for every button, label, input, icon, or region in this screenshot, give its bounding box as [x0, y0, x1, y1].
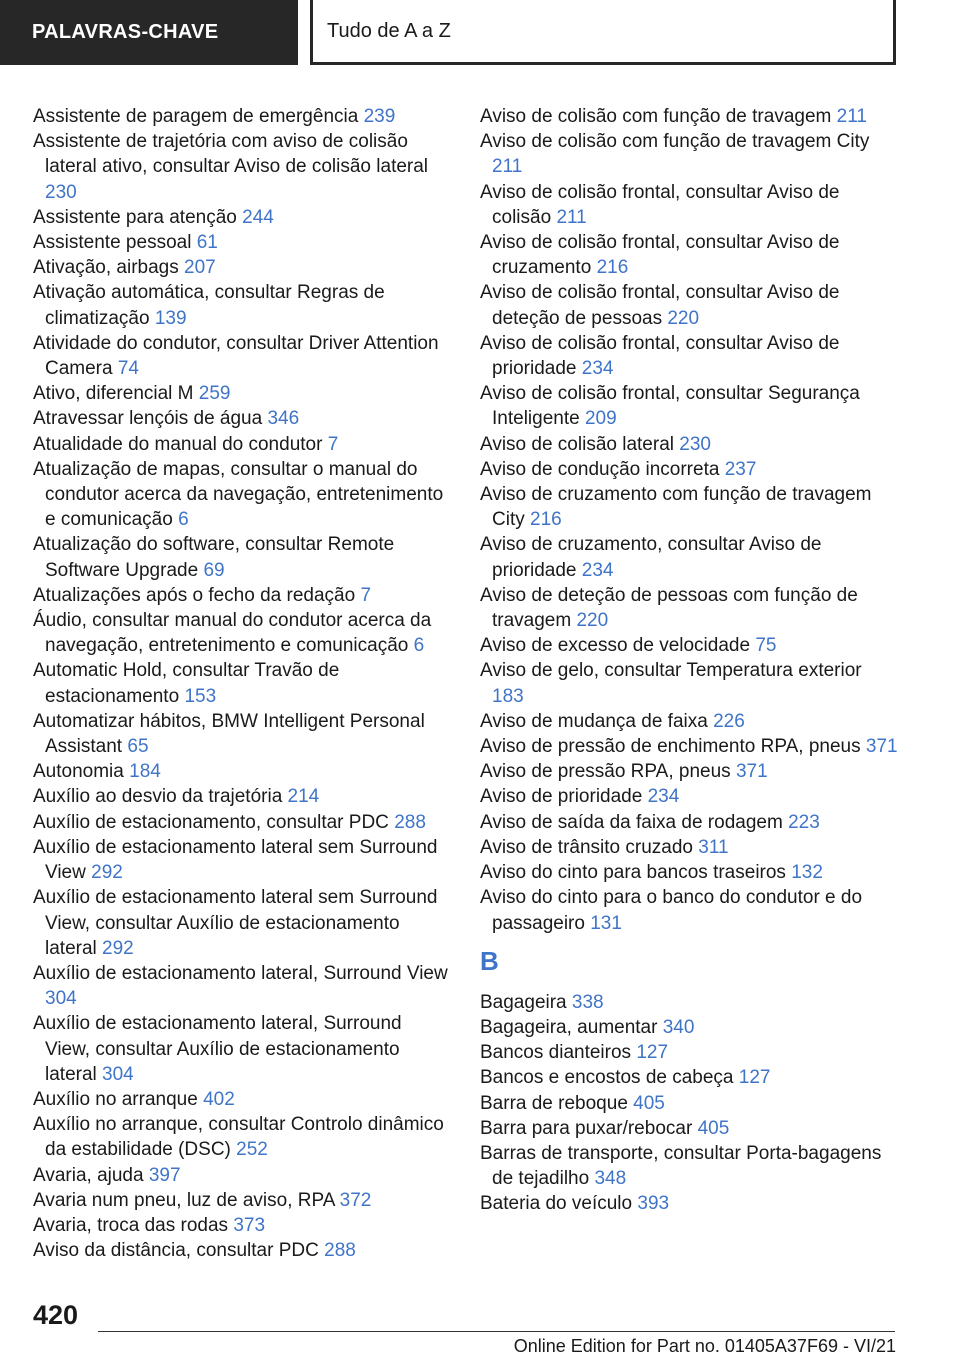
- index-entry: [33, 810, 448, 835]
- index-entry: [33, 608, 448, 658]
- index-entry-text: Avaria, troca das rodas: [33, 1214, 229, 1236]
- index-entry-text: Avaria, ajuda: [33, 1164, 144, 1186]
- index-entry-text: Aviso de gelo, consultar Temperatura exterior: [480, 660, 862, 682]
- index-entry: [33, 205, 448, 230]
- index-page-link[interactable]: 75: [755, 635, 777, 657]
- index-entry: [480, 633, 898, 658]
- index-entry-text: Auxílio de estacionamento lateral, Surround View: [33, 962, 448, 984]
- index-entry: [480, 129, 898, 179]
- index-entries-b: [480, 990, 898, 1217]
- index-page-link[interactable]: 127: [636, 1042, 669, 1064]
- index-entry-text: Ativo, diferencial M: [33, 383, 194, 405]
- index-page-link[interactable]: 131: [590, 912, 622, 934]
- index-entry-text: Ativação automática, consultar Regras de climatização: [33, 282, 385, 329]
- index-page-link[interactable]: 74: [117, 358, 139, 380]
- index-page-link[interactable]: 6: [178, 509, 189, 531]
- index-entry: [480, 583, 898, 633]
- index-entry: [33, 709, 448, 759]
- index-page-link[interactable]: 6: [413, 635, 425, 657]
- index-entry-text: Aviso de cruzamento, consultar Aviso de prioridade: [480, 534, 822, 581]
- index-entry: [480, 709, 898, 734]
- index-entry: [33, 583, 448, 608]
- index-entry: [480, 885, 898, 935]
- index-entry: [480, 1091, 898, 1116]
- index-entry: [480, 1191, 898, 1216]
- index-entry: [480, 990, 898, 1015]
- index-entry: [33, 1011, 448, 1087]
- index-page-link[interactable]: 230: [45, 181, 77, 203]
- index-page-link[interactable]: 139: [154, 307, 187, 329]
- index-page-link[interactable]: 7: [360, 584, 372, 606]
- index-entry: [480, 381, 898, 431]
- index-entry: [480, 230, 898, 280]
- index-page-link[interactable]: 65: [127, 736, 149, 758]
- index-entries-a: [480, 104, 898, 936]
- index-page-link[interactable]: 348: [594, 1168, 627, 1190]
- index-entry: [480, 1015, 898, 1040]
- index-entry-text: Barra para puxar/rebocar: [480, 1117, 693, 1139]
- section-tab: [0, 0, 298, 65]
- index-page-link[interactable]: 397: [148, 1164, 181, 1186]
- index-entry: [33, 331, 448, 381]
- index-page-link[interactable]: 209: [584, 408, 617, 430]
- index-entry: [480, 457, 898, 482]
- index-entry: [33, 885, 448, 961]
- index-page-link[interactable]: 292: [102, 937, 134, 959]
- index-page-link[interactable]: 393: [637, 1193, 670, 1215]
- index-entry-text: Aviso do cinto para o banco do condutor e do passageiro: [480, 887, 863, 934]
- index-entry: [480, 331, 898, 381]
- index-page-link[interactable]: 405: [633, 1092, 665, 1114]
- index-entry-text: Aviso de pressão RPA, pneus: [480, 761, 731, 783]
- index-entry-text: Aviso do cinto para bancos traseiros: [480, 862, 786, 884]
- index-page-link[interactable]: 7: [327, 433, 339, 455]
- index-entry-text: Bateria do veículo: [480, 1193, 633, 1215]
- index-page-link[interactable]: 252: [236, 1139, 268, 1161]
- page-number: 420: [33, 1300, 79, 1330]
- index-entry-text: Atualização do software, consultar Remote Software Upgrade: [33, 534, 395, 581]
- index-entry-text: Ativação, airbags: [33, 257, 179, 279]
- index-entry: [33, 457, 448, 533]
- index-entry: [480, 1040, 898, 1065]
- index-entry-text: Aviso de pressão de enchimento RPA, pneus: [480, 736, 861, 758]
- index-entry-text: Aviso de excesso de velocidade: [480, 635, 751, 657]
- index-entry-text: Aviso de mudança de faixa: [480, 710, 708, 732]
- index-entry-text: Automatizar hábitos, BMW Intelligent Personal Assistant: [33, 710, 425, 758]
- index-entry: [33, 1188, 448, 1213]
- index-entry: [33, 1112, 448, 1162]
- index-entry-text: Aviso da distância, consultar PDC: [33, 1240, 319, 1262]
- index-entry: [480, 1141, 898, 1191]
- index-entry-text: Assistente pessoal: [33, 232, 192, 254]
- index-entry-text: Aviso de colisão frontal, consultar Aviso de deteção de pessoas: [480, 282, 840, 329]
- index-entry-text: Aviso de saída da faixa de rodagem: [480, 811, 783, 833]
- index-page-link[interactable]: 371: [865, 736, 898, 758]
- index-entry: [33, 432, 448, 457]
- index-page-link[interactable]: 230: [679, 433, 711, 455]
- index-entry-text: Aviso de colisão com função de travagem: [480, 106, 832, 127]
- index-entry: [33, 1213, 448, 1238]
- index-entry-text: Automatic Hold, consultar Travão de estacionamento: [33, 660, 340, 707]
- index-page-link[interactable]: 311: [698, 836, 729, 858]
- index-page-link[interactable]: 292: [91, 862, 123, 884]
- index-page-link[interactable]: 211: [836, 106, 867, 127]
- index-entry: [33, 255, 448, 280]
- index-entry-text: Barra de reboque: [480, 1092, 628, 1114]
- index-page-link[interactable]: 405: [697, 1117, 730, 1139]
- index-entry-text: Aviso de deteção de pessoas com função de travagem: [480, 584, 858, 632]
- index-entry: [33, 1163, 448, 1188]
- index-entry-text: Atualização de mapas, consultar o manual do condutor acerca da navegação, entretenimento e comunicação: [33, 458, 444, 531]
- index-entry-text: Aviso de colisão frontal, consultar Aviso de prioridade: [480, 332, 840, 380]
- index-page-link[interactable]: 216: [596, 257, 629, 279]
- index-page-link[interactable]: 220: [576, 610, 609, 632]
- index-entry-text: Autonomia: [33, 761, 124, 783]
- index-page-link[interactable]: 304: [45, 988, 77, 1010]
- index-entry: [33, 835, 448, 885]
- index-entry-text: Avaria num pneu, luz de aviso, RPA: [33, 1189, 335, 1211]
- index-entry-text: Auxílio no arranque, consultar Controlo dinâmico da estabilidade (DSC): [33, 1114, 444, 1161]
- index-page-link[interactable]: 220: [667, 307, 700, 329]
- index-page-link[interactable]: 371: [735, 761, 768, 783]
- index-entry: [33, 230, 448, 255]
- index-entry: [480, 835, 898, 860]
- index-page-link[interactable]: 346: [267, 408, 300, 430]
- index-entry-text: Áudio, consultar manual do condutor acerca da navegação, entretenimento e comunicação: [33, 610, 432, 657]
- index-entry-text: Aviso de cruzamento com função de travagem City: [480, 484, 872, 531]
- index-entry: [480, 1116, 898, 1141]
- index-entry-text: Auxílio no arranque: [33, 1088, 198, 1110]
- index-entry: [33, 104, 448, 129]
- index-entry-text: Aviso de colisão frontal, consultar Aviso de cruzamento: [480, 232, 840, 279]
- index-entry-text: Assistente de trajetória com aviso de colisão lateral ativo, consultar Aviso de colisão lateral: [33, 131, 429, 178]
- index-entry: [33, 961, 448, 1011]
- index-entry-text: Auxílio de estacionamento lateral sem Surround View: [33, 836, 438, 884]
- index-entry: [33, 1238, 448, 1263]
- index-page-link[interactable]: 211: [556, 206, 587, 228]
- index-page-link[interactable]: 226: [713, 710, 745, 732]
- index-entry-text: Aviso de colisão com função de travagem City: [480, 131, 870, 153]
- index-page-link[interactable]: 69: [203, 559, 225, 581]
- index-entry-text: Atividade do condutor, consultar Driver Attention Camera: [33, 332, 439, 380]
- index-entry-text: Auxílio ao desvio da trajetória: [33, 786, 283, 808]
- index-entry: [33, 381, 448, 406]
- index-page-link[interactable]: 288: [394, 811, 426, 833]
- index-entry: [33, 406, 448, 431]
- index-page-link[interactable]: 234: [581, 559, 614, 581]
- section-title: PALAVRAS-CHAVE: [32, 21, 219, 43]
- index-page-link[interactable]: 223: [788, 811, 820, 833]
- index-entry-text: Auxílio de estacionamento lateral sem Surround View, consultar Auxílio de estacionamento lateral: [33, 887, 438, 959]
- chapter-tab: [310, 0, 896, 65]
- index-entry-text: Bagageira, aumentar: [480, 1016, 658, 1038]
- index-entry: [480, 1065, 898, 1090]
- footer-edition: Online Edition for Part no. 01405A37F69 - VI/21: [513, 1336, 896, 1356]
- index-page-link[interactable]: 372: [339, 1189, 372, 1211]
- index-page-link[interactable]: 288: [324, 1240, 356, 1262]
- index-column-right: [480, 104, 898, 1217]
- index-entry-text: Bancos e encostos de cabeça: [480, 1067, 734, 1089]
- index-entry: [480, 104, 898, 129]
- index-page-link[interactable]: 259: [198, 383, 231, 405]
- chapter-title: Tudo de A a Z: [327, 19, 451, 42]
- index-entry: [480, 658, 898, 708]
- index-page-link[interactable]: 244: [242, 206, 274, 228]
- index-page-link[interactable]: 340: [662, 1016, 695, 1038]
- index-entry-text: Aviso de trânsito cruzado: [480, 836, 693, 858]
- index-entry: [33, 759, 448, 784]
- index-entry: [33, 658, 448, 708]
- index-page-link[interactable]: 373: [233, 1214, 266, 1236]
- index-page-link[interactable]: 153: [184, 685, 217, 707]
- index-entry: [480, 432, 898, 457]
- index-entry-text: Bagageira: [480, 991, 567, 1013]
- index-entry-text: Atualizações após o fecho da redação: [33, 584, 356, 606]
- index-entry: [480, 784, 898, 809]
- index-page-link[interactable]: 184: [129, 761, 161, 783]
- index-page-link[interactable]: 239: [363, 106, 396, 127]
- index-page-link[interactable]: 402: [203, 1088, 235, 1110]
- index-entry-text: Aviso de colisão frontal, consultar Segurança Inteligente: [480, 383, 860, 430]
- index-entry-text: Barras de transporte, consultar Porta-bagagens de tejadilho: [480, 1142, 882, 1190]
- index-entry-text: Aviso de colisão frontal, consultar Aviso de colisão: [480, 181, 840, 228]
- index-entry-text: Assistente para atenção: [33, 206, 237, 228]
- index-entry-text: Auxílio de estacionamento, consultar PDC: [33, 811, 389, 833]
- index-entry: [480, 532, 898, 582]
- index-entry: [480, 759, 898, 784]
- index-page-link[interactable]: 304: [102, 1063, 134, 1085]
- index-page-link[interactable]: 234: [647, 786, 680, 808]
- index-entry: [33, 280, 448, 330]
- index-entry-text: Aviso de prioridade: [480, 786, 643, 808]
- index-entry-text: Atravessar lençóis de água: [33, 408, 263, 430]
- index-entry-text: Auxílio de estacionamento lateral, Surround View, consultar Auxílio de estacionamento lateral: [33, 1013, 402, 1085]
- index-page-link[interactable]: 127: [738, 1067, 771, 1089]
- index-entry: [480, 810, 898, 835]
- index-entry: [480, 180, 898, 230]
- footer-divider: [98, 1331, 895, 1332]
- index-entry: [480, 860, 898, 885]
- index-page-link[interactable]: 338: [571, 991, 604, 1013]
- index-entry-text: Bancos dianteiros: [480, 1042, 632, 1064]
- index-entry: [33, 532, 448, 582]
- index-page-link[interactable]: 207: [184, 257, 216, 279]
- index-page-link[interactable]: 132: [791, 862, 823, 884]
- index-entry-text: Aviso de colisão lateral: [480, 433, 674, 455]
- index-page-link[interactable]: 183: [492, 685, 524, 707]
- index-entry: [33, 129, 448, 205]
- index-entry: [480, 280, 898, 330]
- index-page-link[interactable]: 61: [196, 232, 218, 254]
- index-entry: [33, 1087, 448, 1112]
- index-page-link[interactable]: 234: [581, 358, 614, 380]
- index-letter-heading: B: [480, 945, 499, 976]
- index-entry: [33, 784, 448, 809]
- index-entry-text: Atualidade do manual do condutor: [33, 433, 323, 455]
- index-column-left: [33, 104, 448, 1263]
- index-entry-text: Aviso de condução incorreta: [480, 458, 720, 480]
- index-page-link[interactable]: 216: [530, 509, 562, 531]
- index-page-link[interactable]: 211: [492, 156, 523, 178]
- index-entry: [480, 734, 898, 759]
- index-page-link[interactable]: 214: [287, 786, 320, 808]
- index-page-link[interactable]: 237: [724, 458, 757, 480]
- index-entry: [480, 482, 898, 532]
- index-entry-text: Assistente de paragem de emergência: [33, 106, 359, 127]
